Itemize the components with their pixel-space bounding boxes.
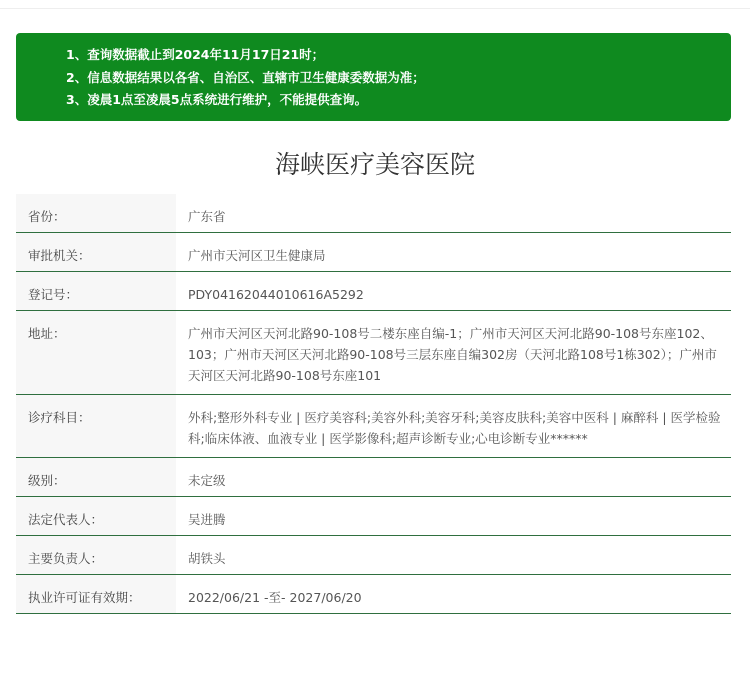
notice-banner <box>16 33 731 121</box>
row-label: 地址： <box>16 311 176 394</box>
table-row-registration-number <box>16 272 731 311</box>
notice-line-1: 1、查询数据截止到2024年11月17日21时； <box>66 47 325 62</box>
row-label: 省份： <box>16 194 176 232</box>
row-label: 登记号： <box>16 272 176 310</box>
row-value: PDY04162044010616A5292 <box>188 287 364 302</box>
row-label: 级别： <box>16 458 176 496</box>
row-value: 吴进腾 <box>188 512 226 527</box>
row-value: 广东省 <box>188 209 226 224</box>
notice-line-3: 3、凌晨1点至凌晨5点系统进行维护，不能提供查询。 <box>66 92 368 107</box>
row-value: 2022/06/21 -至- 2027/06/20 <box>188 590 362 605</box>
row-value: 外科;整形外科专业 | 医疗美容科;美容外科;美容牙科;美容皮肤科;美容中医科 | 麻醉科 | 医学检验科;临床体液、血液专业 | 医学影像科;超声诊断专业;心电诊断专业****** <box>188 410 721 446</box>
row-value: 广州市天河区卫生健康局 <box>188 248 326 263</box>
page-title: 海峡医疗美容医院 <box>274 150 475 179</box>
row-value: 胡铁头 <box>188 551 226 566</box>
row-label: 审批机关： <box>16 233 176 271</box>
table-row-license-validity <box>16 575 731 614</box>
row-label: 诊疗科目： <box>16 395 176 457</box>
row-value: 广州市天河区天河北路90-108号二楼东座自编-1；广州市天河区天河北路90-108号东座102、103；广州市天河区天河北路90-108号三层东座自编302房（天河北路108号1栋302）；广州市天河区天河北路90-108号东座101 <box>188 326 717 383</box>
table-row-legal-representative <box>16 497 731 536</box>
row-value: 未定级 <box>188 473 226 488</box>
row-label: 法定代表人： <box>16 497 176 535</box>
table-row-address <box>16 311 731 395</box>
table-row-authority <box>16 233 731 272</box>
row-label: 主要负责人： <box>16 536 176 574</box>
top-divider <box>0 8 750 9</box>
table-row-principal <box>16 536 731 575</box>
table-row-province <box>16 194 731 233</box>
table-row-level <box>16 458 731 497</box>
row-label: 执业许可证有效期： <box>16 575 176 613</box>
notice-line-2: 2、信息数据结果以各省、自治区、直辖市卫生健康委数据为准； <box>66 69 425 85</box>
info-table <box>16 194 731 614</box>
table-row-departments <box>16 395 731 458</box>
